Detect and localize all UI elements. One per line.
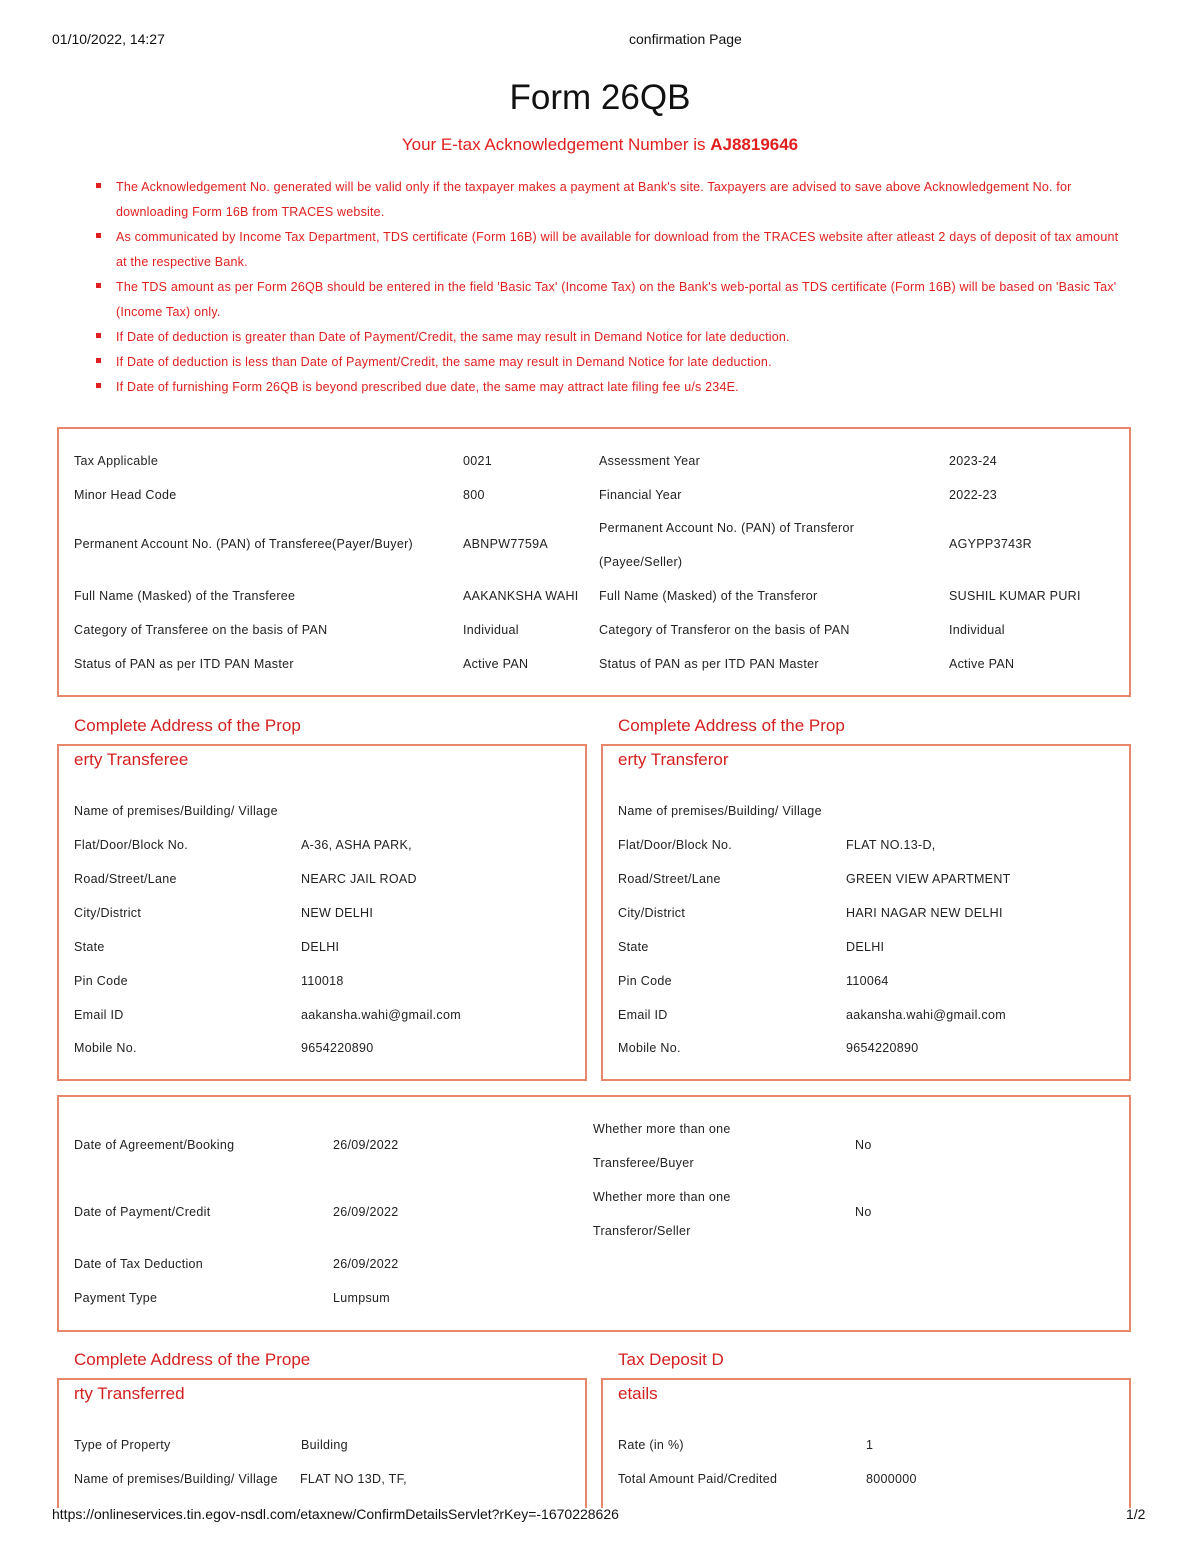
transferee-state-label: State	[74, 940, 105, 954]
transferor-city-label: City/District	[618, 906, 686, 920]
print-datetime: 01/10/2022, 14:27	[52, 31, 165, 47]
property-type-value: Building	[301, 1438, 348, 1452]
transferor-city-value: HARI NAGAR NEW DELHI	[846, 906, 1003, 920]
transferee-city-label: City/District	[74, 906, 142, 920]
category-transferee-value: Individual	[463, 623, 519, 637]
transferor-address-title-cont: erty Transferor	[618, 750, 729, 769]
acknowledgement-prefix: Your E-tax Acknowledgement Number is	[401, 135, 711, 154]
transferor-mobile-value: 9654220890	[846, 1041, 919, 1055]
pan-transferor-label-cont: (Payee/Seller)	[599, 555, 683, 569]
transferor-flat-label: Flat/Door/Block No.	[618, 838, 733, 852]
page-number: 1/2	[1126, 1506, 1146, 1522]
multi-transferee-value: No	[855, 1138, 872, 1152]
transferee-premises-label: Name of premises/Building/ Village	[74, 804, 278, 818]
multi-transferee-label: Whether more than one	[593, 1122, 731, 1136]
note-item: If Date of furnishing Form 26QB is beyond prescribed due date, the same may attract late filing fee u/s 234E.	[96, 375, 1126, 400]
payment-date-value: 26/09/2022	[333, 1205, 399, 1219]
transferee-address-title: Complete Address of the Prop	[58, 715, 327, 737]
minor-head-value: 800	[463, 488, 485, 502]
transferor-pin-value: 110064	[846, 974, 889, 988]
transferee-pin-value: 110018	[301, 974, 344, 988]
category-transferee-label: Category of Transferee on the basis of PAN	[74, 623, 328, 637]
transferee-email-label: Email ID	[74, 1008, 124, 1022]
tax-applicable-label: Tax Applicable	[74, 454, 159, 468]
notes-list	[96, 175, 1126, 400]
category-transferor-label: Category of Transferor on the basis of PAN	[599, 623, 850, 637]
property-title: Complete Address of the Prope	[58, 1349, 332, 1371]
tax-deposit-title: Tax Deposit D	[602, 1349, 738, 1371]
financial-year-label: Financial Year	[599, 488, 682, 502]
note-item: The Acknowledgement No. generated will be valid only if the taxpayer makes a payment at Bank's site. Taxpayers are advised to save above Acknowledgement No. for downloading Form 16B from TRACES website.	[96, 175, 1126, 225]
agreement-date-value: 26/09/2022	[333, 1138, 399, 1152]
status-transferor-value: Active PAN	[949, 657, 1015, 671]
transferor-road-value: GREEN VIEW APARTMENT	[846, 872, 1011, 886]
note-item: If Date of deduction is less than Date of Payment/Credit, the same may result in Demand Notice for late deduction.	[96, 350, 1126, 375]
tax-applicable-value: 0021	[463, 454, 493, 468]
multi-transferor-label-cont: Transferor/Seller	[593, 1224, 691, 1238]
rate-label: Rate (in %)	[618, 1438, 684, 1452]
acknowledgement-line	[0, 135, 1200, 155]
assessment-year-value: 2023-24	[949, 454, 997, 468]
transferee-city-value: NEW DELHI	[301, 906, 374, 920]
note-item: If Date of deduction is greater than Date of Payment/Credit, the same may result in Demand Notice for late deduction.	[96, 325, 1126, 350]
transferee-mobile-value: 9654220890	[301, 1041, 374, 1055]
category-transferor-value: Individual	[949, 623, 1005, 637]
transferor-email-value: aakansha.wahi@gmail.com	[846, 1008, 1006, 1022]
transferor-state-label: State	[618, 940, 649, 954]
transferor-state-value: DELHI	[846, 940, 885, 954]
status-transferee-label: Status of PAN as per ITD PAN Master	[74, 657, 294, 671]
deduction-date-label: Date of Tax Deduction	[74, 1257, 204, 1271]
transferor-road-label: Road/Street/Lane	[618, 872, 721, 886]
pan-transferee-label: Permanent Account No. (PAN) of Transferee(Payer/Buyer)	[74, 537, 414, 551]
transferor-premises-label: Name of premises/Building/ Village	[618, 804, 822, 818]
payment-type-value: Lumpsum	[333, 1291, 390, 1305]
property-premises-label: Name of premises/Building/ Village	[74, 1472, 278, 1486]
transferee-address-title-cont: erty Transferee	[74, 750, 189, 769]
transferor-address-title: Complete Address of the Prop	[602, 715, 871, 737]
payment-date-label: Date of Payment/Credit	[74, 1205, 211, 1219]
note-item: As communicated by Income Tax Department, TDS certificate (Form 16B) will be available for download from the TRACES website after atleast 2 days of deposit of tax amount at the respective Bank.	[96, 225, 1126, 275]
status-transferor-label: Status of PAN as per ITD PAN Master	[599, 657, 819, 671]
form-title: Form 26QB	[509, 78, 691, 117]
total-amount-value: 8000000	[866, 1472, 917, 1486]
rate-value: 1	[866, 1438, 874, 1452]
transferee-pin-label: Pin Code	[74, 974, 128, 988]
transferee-road-label: Road/Street/Lane	[74, 872, 177, 886]
transferor-email-label: Email ID	[618, 1008, 668, 1022]
transferee-mobile-label: Mobile No.	[74, 1041, 137, 1055]
pan-transferor-label: Permanent Account No. (PAN) of Transferor	[599, 521, 855, 535]
name-transferee-value: AAKANKSHA WAHI	[463, 589, 579, 603]
minor-head-label: Minor Head Code	[74, 488, 177, 502]
financial-year-value: 2022-23	[949, 488, 997, 502]
pan-transferee-value: ABNPW7759A	[463, 537, 548, 551]
property-type-label: Type of Property	[74, 1438, 171, 1452]
multi-transferor-label: Whether more than one	[593, 1190, 731, 1204]
transferee-flat-label: Flat/Door/Block No.	[74, 838, 189, 852]
status-transferee-value: Active PAN	[463, 657, 529, 671]
note-item: The TDS amount as per Form 26QB should be entered in the field 'Basic Tax' (Income Tax) on the Bank's web-portal as TDS certificate (Form 16B) will be based on 'Basic Tax' (Income Tax) only.	[96, 275, 1126, 325]
transferee-road-value: NEARC JAIL ROAD	[301, 872, 417, 886]
transferor-pin-label: Pin Code	[618, 974, 672, 988]
total-amount-label: Total Amount Paid/Credited	[618, 1472, 778, 1486]
transferee-state-value: DELHI	[301, 940, 340, 954]
page-url: https://onlineservices.tin.egov-nsdl.com/etaxnew/ConfirmDetailsServlet?rKey=-1670228626	[52, 1506, 619, 1522]
acknowledgement-number: AJ8819646	[710, 135, 799, 154]
multi-transferee-label-cont: Transferee/Buyer	[593, 1156, 694, 1170]
name-transferee-label: Full Name (Masked) of the Transferee	[74, 589, 296, 603]
property-title-cont: rty Transferred	[74, 1384, 185, 1403]
multi-transferor-value: No	[855, 1205, 872, 1219]
transferee-flat-value: A-36, ASHA PARK,	[301, 838, 412, 852]
transferor-flat-value: FLAT NO.13-D,	[846, 838, 936, 852]
name-transferor-value: SUSHIL KUMAR PURI	[949, 589, 1081, 603]
tax-deposit-title-cont: etails	[618, 1384, 658, 1403]
deduction-date-value: 26/09/2022	[333, 1257, 399, 1271]
pan-transferor-value: AGYPP3743R	[949, 537, 1032, 551]
assessment-year-label: Assessment Year	[599, 454, 701, 468]
transferee-email-value: aakansha.wahi@gmail.com	[301, 1008, 461, 1022]
agreement-date-label: Date of Agreement/Booking	[74, 1138, 235, 1152]
name-transferor-label: Full Name (Masked) of the Transferor	[599, 589, 818, 603]
property-premises-value: FLAT NO 13D, TF,	[300, 1472, 407, 1486]
transferor-mobile-label: Mobile No.	[618, 1041, 681, 1055]
payment-type-label: Payment Type	[74, 1291, 158, 1305]
print-page-title: confirmation Page	[629, 31, 742, 47]
